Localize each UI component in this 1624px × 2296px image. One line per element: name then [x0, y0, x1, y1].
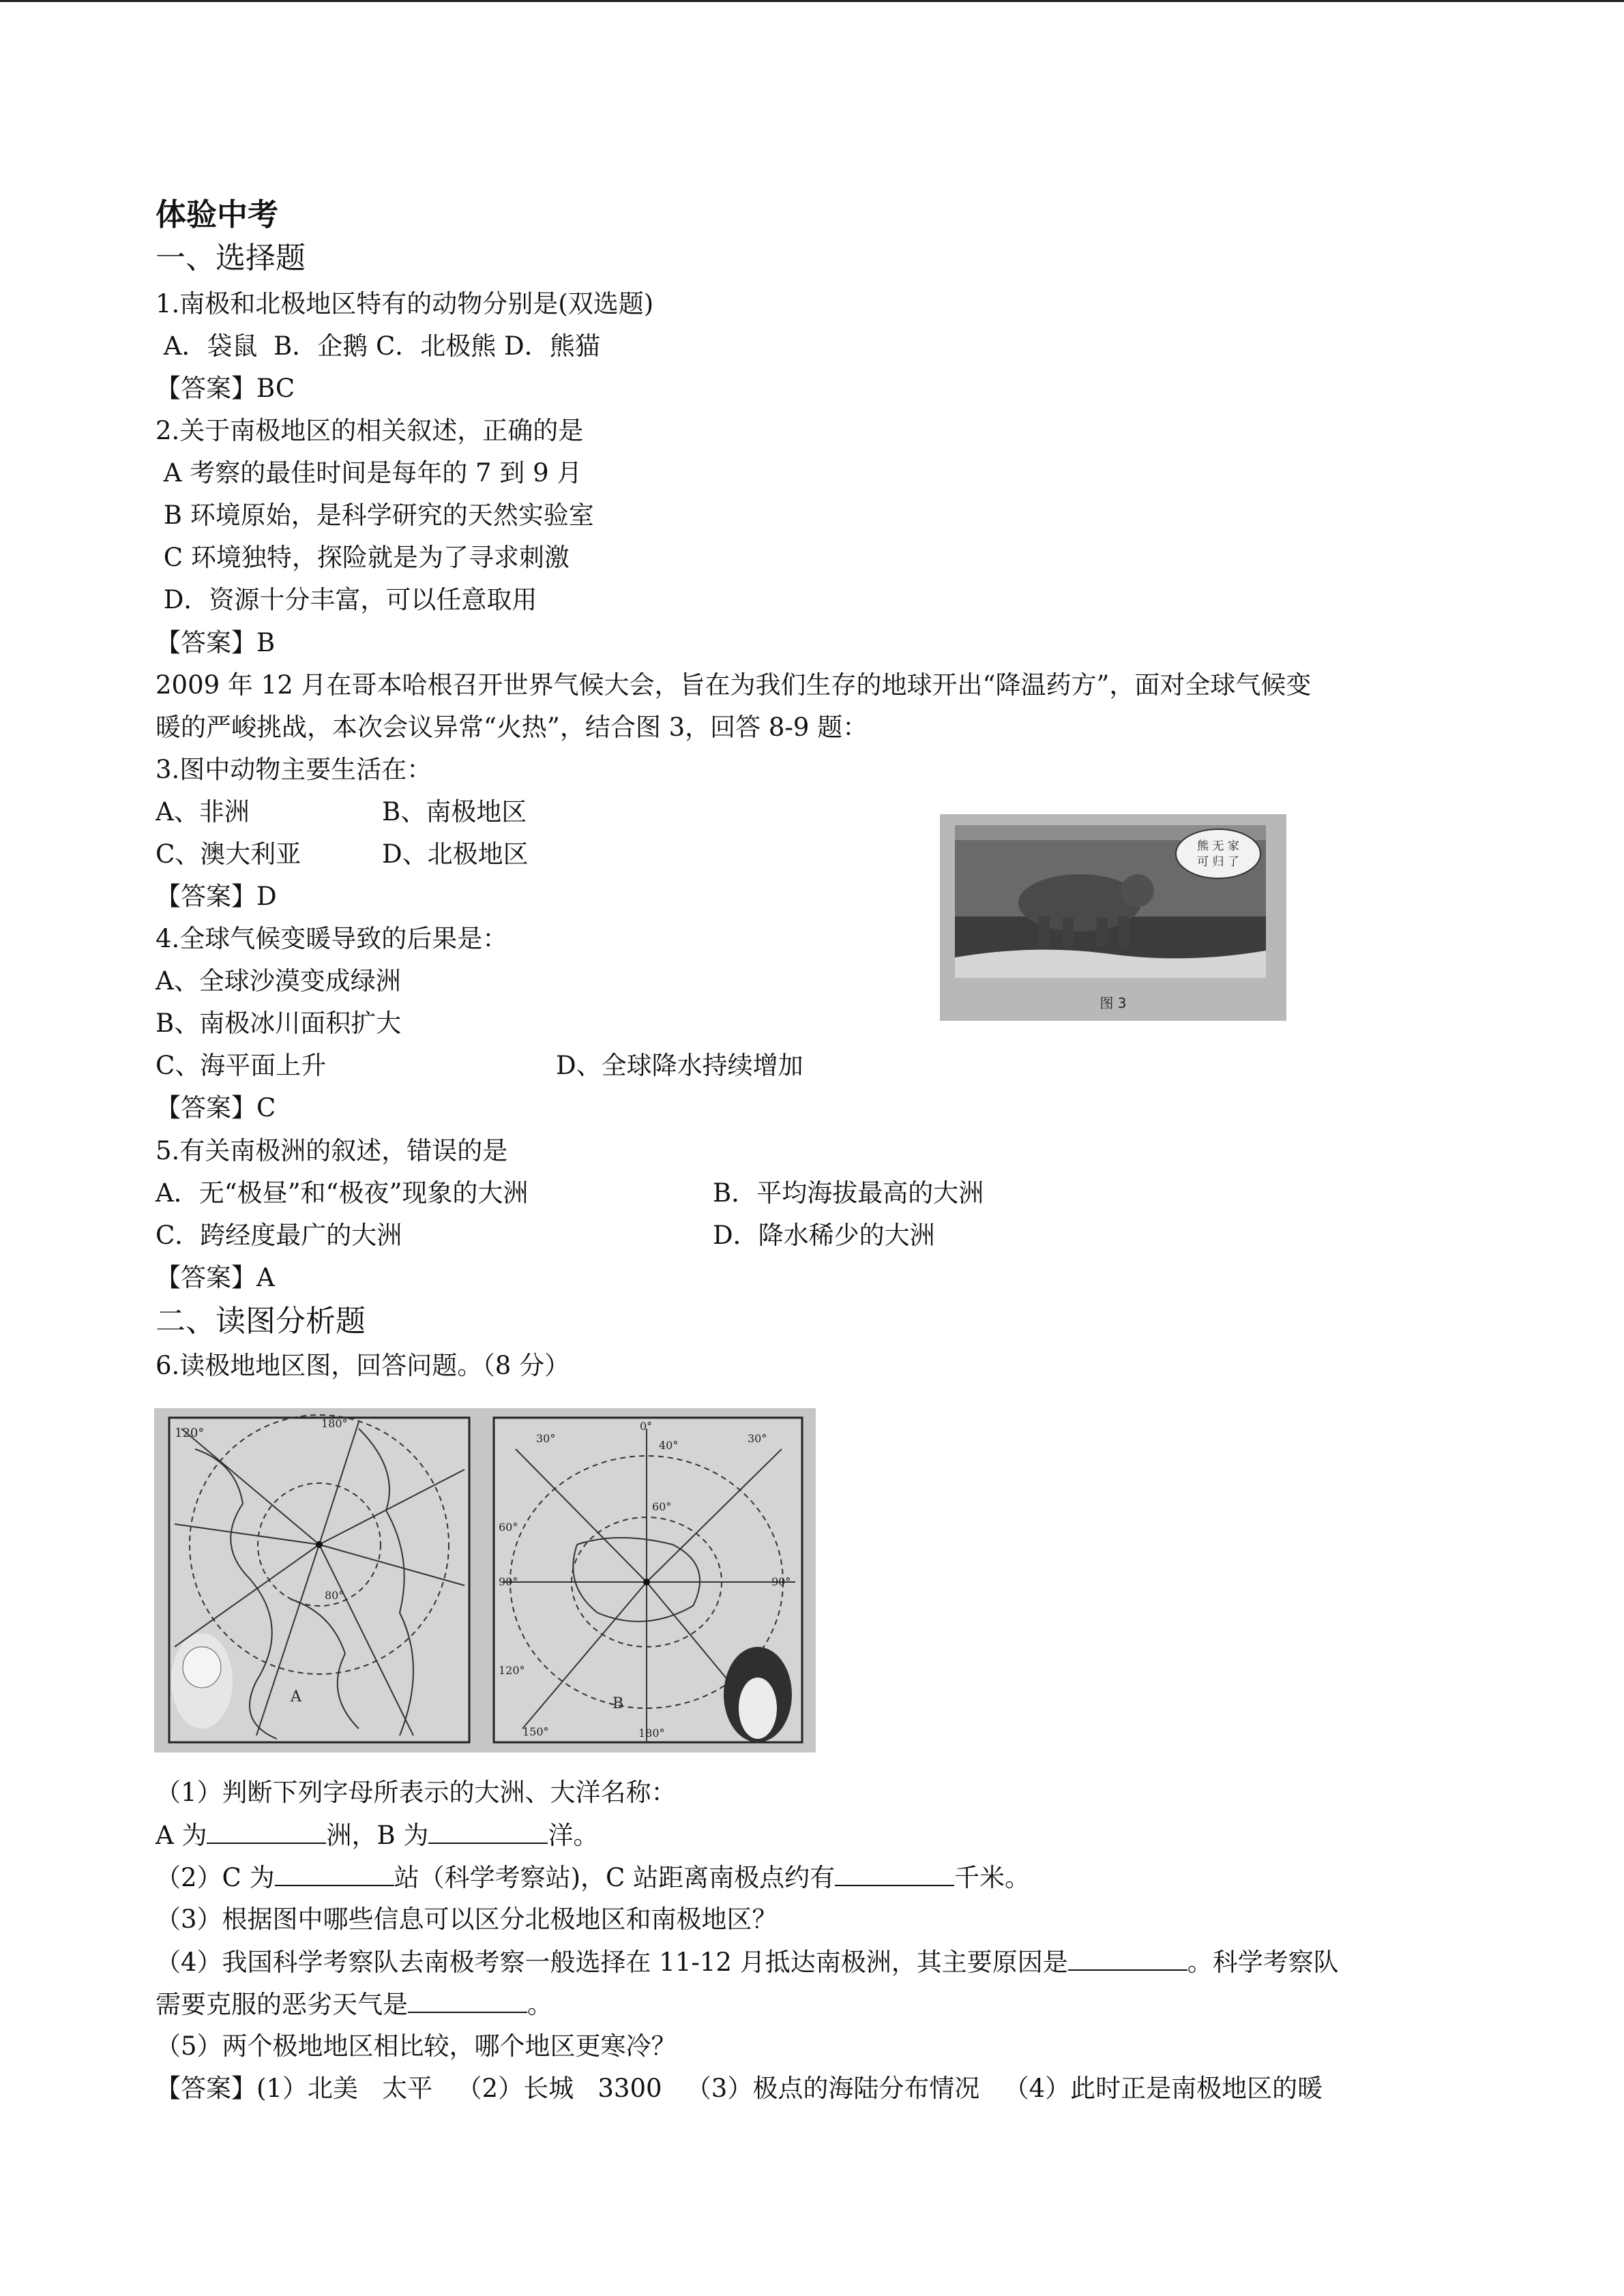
q1-stem: 1.南极和北极地区特有的动物分别是(双选题) [156, 289, 654, 318]
q3-option-d: D、北极地区 [382, 839, 529, 869]
q4-option-c: C、海平面上升 [156, 1051, 327, 1080]
q4-option-a: A、全球沙漠变成绿洲 [156, 966, 401, 996]
q5-option-b: B．平均海拔最高的大洲 [713, 1178, 984, 1208]
q2-option-d: D．资源十分丰富，可以任意取用 [156, 585, 537, 614]
figure-3-polar-bear-photo [940, 814, 1286, 1021]
q5-stem: 5.有关南极洲的叙述，错误的是 [156, 1136, 508, 1165]
page-top-border [0, 0, 1624, 2]
q4-option-b: B、南极冰川面积扩大 [156, 1009, 402, 1038]
q6-part2-mid: 站（科学考察站)，C 站距离南极点约有 [394, 1863, 836, 1892]
right-map-label-0: 0° [640, 1420, 653, 1433]
q4-option-d: D、全球降水持续增加 [556, 1051, 803, 1080]
right-map-label-90e: 90° [771, 1575, 791, 1588]
q6-part1-a-mid: 洲，B 为 [326, 1821, 429, 1850]
q5-option-c: C．跨经度最广的大洲 [156, 1221, 402, 1250]
right-map-label-150: 150° [522, 1725, 549, 1738]
right-map-label-60: 60° [652, 1500, 672, 1513]
q6-blank-weather[interactable] [408, 1987, 527, 2013]
fig3-caption: 图 3 [1099, 995, 1127, 1011]
q3-answer: 【答案】D [156, 882, 277, 911]
q2-answer: 【答案】B [156, 628, 276, 657]
fig3-bubble-line2: 可 归 了 [1197, 855, 1239, 869]
q6-part1-a-post: 洋。 [548, 1821, 599, 1850]
q1-options: A．袋鼠 B．企鹅 C．北极熊 D．熊猫 [156, 331, 600, 361]
passage-line-2: 暖的严峻挑战，本次会议异常“火热”，结合图 3，回答 8-9 题： [156, 713, 868, 742]
q2-option-a: A 考察的最佳时间是每年的 7 到 9 月 [156, 458, 582, 488]
q6-answer: 【答案】(1）北美 太平 （2）长城 3300 （3）极点的海陆分布情况 （4）此时正是南极地区的暖 [156, 2074, 1323, 2103]
right-map-label-90w: 90° [499, 1575, 518, 1588]
q6-part4-post: 。科学考察队 [1187, 1948, 1339, 1977]
q6-part2-prefix: （2）C 为 [156, 1863, 275, 1892]
q6-part1-blanks [156, 1818, 598, 1853]
q6-part4 [156, 1945, 1339, 1980]
q6-part1: （1）判断下列字母所表示的大洲、大洋名称： [156, 1778, 677, 1807]
left-map-label-180: 180° [321, 1417, 348, 1430]
left-map-label-120: 120° [175, 1426, 205, 1440]
q6-part4b-prefix: 需要克服的恶劣天气是 [156, 1990, 408, 2019]
passage-line-1: 2009 年 12 月在哥本哈根召开世界气候大会，旨在为我们生存的地球开出“降温药方”，面对全球气候变 [156, 670, 1312, 700]
right-map-label-60w: 60° [499, 1521, 518, 1534]
q6-part5: （5）两个极地地区相比较，哪个地区更寒冷？ [156, 2031, 677, 2061]
q6-blank-distance[interactable] [835, 1860, 954, 1886]
q6-part4-continued [156, 1987, 552, 2022]
polar-maps-drawing [154, 1408, 816, 1753]
q4-answer: 【答案】C [156, 1093, 276, 1122]
right-map-label-30w: 30° [536, 1432, 556, 1445]
q2-option-c: C 环境独特，探险就是为了寻求刺激 [156, 543, 570, 572]
section-heading-choice: 一、选择题 [156, 241, 306, 275]
right-map-letter: B [612, 1695, 624, 1712]
q2-option-b: B 环境原始，是科学研究的天然实验室 [156, 501, 594, 530]
q6-part2-post: 千米。 [954, 1863, 1031, 1892]
q6-stem: 6.读极地地区图，回答问题。（8 分） [156, 1351, 570, 1380]
q6-part1-a-prefix: A 为 [156, 1821, 207, 1850]
fig3-bubble-line1: 熊 无 家 [1197, 839, 1239, 853]
q5-option-d: D．降水稀少的大洲 [713, 1221, 935, 1250]
polar-bear-illustration [940, 814, 1286, 1021]
q6-part4-prefix: （4）我国科学考察队去南极考察一般选择在 11-12 月抵达南极洲，其主要原因是 [156, 1948, 1068, 1977]
q5-answer: 【答案】A [156, 1263, 275, 1292]
left-map-letter: A [291, 1688, 301, 1705]
q5-option-a: A．无“极昼”和“极夜”现象的大洲 [156, 1178, 529, 1208]
section-heading-map: 二、读图分析题 [156, 1304, 366, 1339]
q2-stem: 2.关于南极地区的相关叙述，正确的是 [156, 416, 584, 445]
q6-part4b-post: 。 [527, 1990, 552, 2019]
left-map-label-80: 80° [325, 1589, 344, 1602]
right-map-label-180: 180° [638, 1727, 665, 1740]
q6-part3: （3）根据图中哪些信息可以区分北极地区和南极地区？ [156, 1905, 778, 1934]
q6-blank-ocean[interactable] [428, 1818, 548, 1844]
q6-part2 [156, 1860, 1030, 1895]
q3-option-a: A、非洲 [156, 797, 250, 826]
q6-blank-continent[interactable] [207, 1818, 326, 1844]
q3-option-b: B、南极地区 [382, 797, 527, 826]
q6-blank-reason[interactable] [1068, 1945, 1187, 1971]
q1-answer: 【答案】BC [156, 374, 295, 403]
polar-maps-figure [154, 1408, 816, 1753]
q6-blank-station[interactable] [275, 1860, 394, 1886]
right-map-label-120: 120° [499, 1664, 525, 1677]
q4-stem: 4.全球气候变暖导致的后果是： [156, 924, 508, 953]
right-map-label-30e: 30° [748, 1432, 767, 1445]
q3-stem: 3.图中动物主要生活在： [156, 755, 432, 784]
page-title: 体验中考 [156, 196, 279, 233]
right-map-label-40: 40° [659, 1439, 679, 1452]
q3-option-c: C、澳大利亚 [156, 839, 301, 869]
